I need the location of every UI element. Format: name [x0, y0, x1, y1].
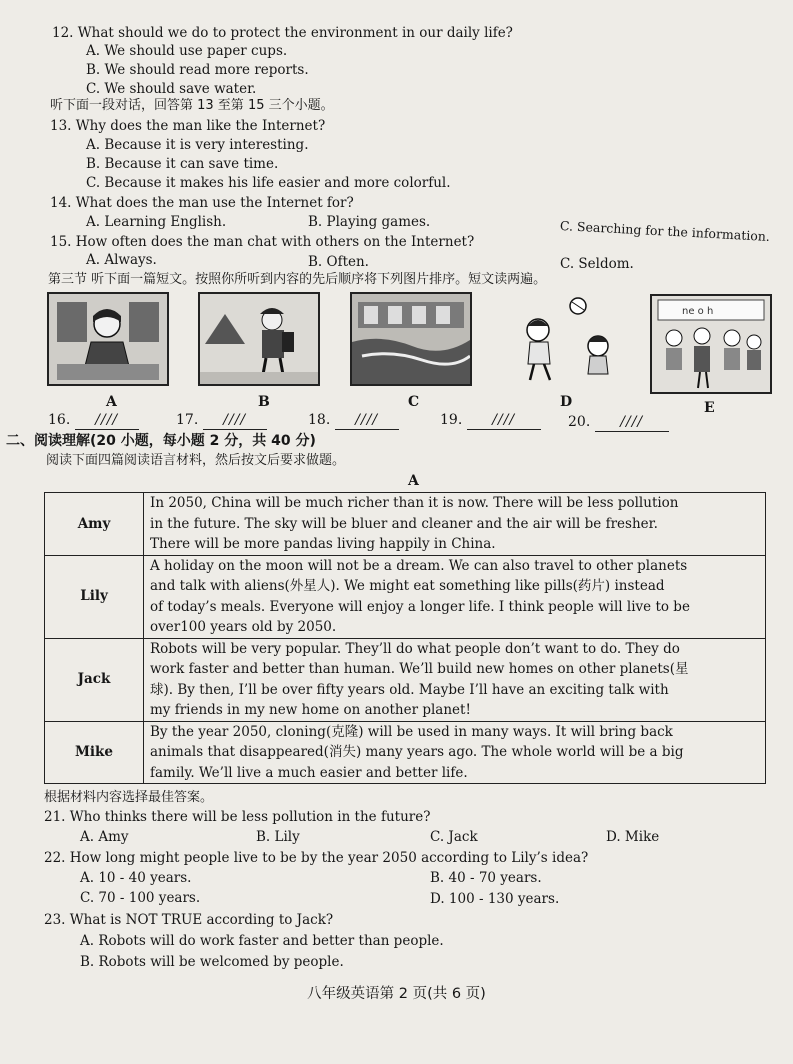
speaker-jack: Jack — [45, 638, 144, 721]
question-21: 21. Who thinks there will be less pollution in the future? — [44, 809, 431, 825]
mike-text: By the year 2050, cloning(克隆) will be used in many ways. It will bring back animals that disappeared(消失) many years ago. The whole world will be a big family. We’ll live a much easier and better life. — [144, 721, 766, 784]
q14-option-c: C. Searching for the information. — [559, 218, 771, 244]
picture-label-d: D — [560, 394, 573, 410]
q15-option-c: C. Seldom. — [560, 256, 634, 272]
q12-option-b: B. We should read more reports. — [86, 62, 309, 78]
question-23: 23. What is NOT TRUE according to Jack? — [44, 912, 334, 928]
q13-option-a: A. Because it is very interesting. — [86, 137, 309, 153]
q21-option-d: D. Mike — [606, 829, 660, 845]
q22-option-c: C. 70 - 100 years. — [80, 890, 201, 906]
question-13: 13. Why does the man like the Internet? — [50, 118, 326, 134]
picture-row — [44, 292, 764, 416]
blank-19-mark: //// — [467, 411, 541, 430]
instruction-13-15: 听下面一段对话，回答第 13 至第 15 三个小题。 — [50, 98, 334, 113]
answer-blank-19[interactable]: 19. //// — [440, 411, 541, 430]
blank-17-mark: //// — [203, 411, 267, 430]
q15-option-a: A. Always. — [86, 252, 157, 268]
q23-option-a: A. Robots will do work faster and better than people. — [80, 933, 444, 949]
section-3-instruction: 第三节 听下面一篇短文。按照你所听到内容的先后顺序将下列图片排序。短文读两遍。 — [48, 272, 547, 287]
blank-16-mark: //// — [75, 411, 139, 430]
q14-option-a: A. Learning English. — [86, 214, 227, 230]
q12-option-a: A. We should use paper cups. — [86, 43, 288, 59]
jack-text: Robots will be very popular. They’ll do what people don’t want to do. They do work faster and better than human. We’ll build new homes on other planets(星 球). By then, I’ll be over fifty years old. Maybe I’ll have an exciting talk with my friends in my new home on another planet! — [144, 638, 766, 721]
answer-blank-18[interactable]: 18. //// — [308, 411, 399, 430]
question-12: 12. What should we do to protect the environment in our daily life? — [52, 25, 513, 41]
answer-blank-17[interactable]: 17. //// — [176, 411, 267, 430]
q23-option-b: B. Robots will be welcomed by people. — [80, 954, 344, 970]
q12-option-c: C. We should save water. — [86, 81, 257, 97]
question-15: 15. How often does the man chat with others on the Internet? — [50, 234, 475, 250]
passage-label: A — [408, 473, 419, 489]
q15-option-b: B. Often. — [308, 254, 369, 270]
amy-text: In 2050, China will be much richer than it is now. There will be less pollution in the future. The sky will be bluer and cleaner and the air will be fresher. There will be more pandas living happily in China. — [144, 493, 766, 556]
speaker-amy: Amy — [45, 493, 144, 556]
table-row — [45, 638, 766, 721]
speaker-lily: Lily — [45, 555, 144, 638]
part-2-instruction: 阅读下面四篇阅读语言材料，然后按文后要求做题。 — [46, 453, 346, 468]
picture-label-b: B — [258, 394, 270, 410]
table-row — [45, 721, 766, 784]
q13-option-c: C. Because it makes his life easier and more colorful. — [86, 175, 451, 191]
lily-text: A holiday on the moon will not be a dream. We can also travel to other planets and talk with aliens(外星人). We might eat something like pills(药片) instead of today’s meals. Everyone will enjoy a longer life. I think people will live to be over100 years old by 2050. — [144, 555, 766, 638]
q13-option-b: B. Because it can save time. — [86, 156, 279, 172]
question-22: 22. How long might people live to be by the year 2050 according to Lily’s idea? — [44, 850, 589, 866]
blank-20-mark: //// — [595, 413, 669, 432]
q22-option-b: B. 40 - 70 years. — [430, 870, 542, 886]
picture-c — [350, 292, 472, 386]
page-footer: 八年级英语第 2 页(共 6 页) — [307, 986, 486, 1002]
table-row — [45, 555, 766, 638]
question-14: 14. What does the man use the Internet for? — [50, 195, 354, 211]
choose-instruction: 根据材料内容选择最佳答案。 — [44, 790, 214, 805]
answer-blank-20[interactable]: 20. //// — [568, 413, 669, 432]
part-2-title: 二、阅读理解(20 小题，每小题 2 分，共 40 分) — [6, 433, 316, 449]
svg-text:ne o h: ne o h — [682, 306, 714, 317]
table-row — [45, 493, 766, 556]
speaker-mike: Mike — [45, 721, 144, 784]
picture-label-c: C — [408, 394, 420, 410]
picture-a — [47, 292, 169, 386]
answer-blank-16[interactable]: 16. //// — [48, 411, 139, 430]
picture-label-a: A — [106, 394, 117, 410]
picture-e — [650, 294, 772, 394]
q21-option-b: B. Lily — [256, 829, 300, 845]
blank-18-mark: //// — [335, 411, 399, 430]
picture-b — [198, 292, 320, 386]
q22-option-d: D. 100 - 130 years. — [430, 891, 560, 907]
q21-option-c: C. Jack — [430, 829, 478, 845]
picture-label-e: E — [704, 400, 715, 416]
picture-d — [500, 292, 622, 386]
passage-a-table — [44, 492, 766, 784]
q14-option-b: B. Playing games. — [308, 214, 431, 230]
q22-option-a: A. 10 - 40 years. — [80, 870, 192, 886]
q21-option-a: A. Amy — [80, 829, 129, 845]
